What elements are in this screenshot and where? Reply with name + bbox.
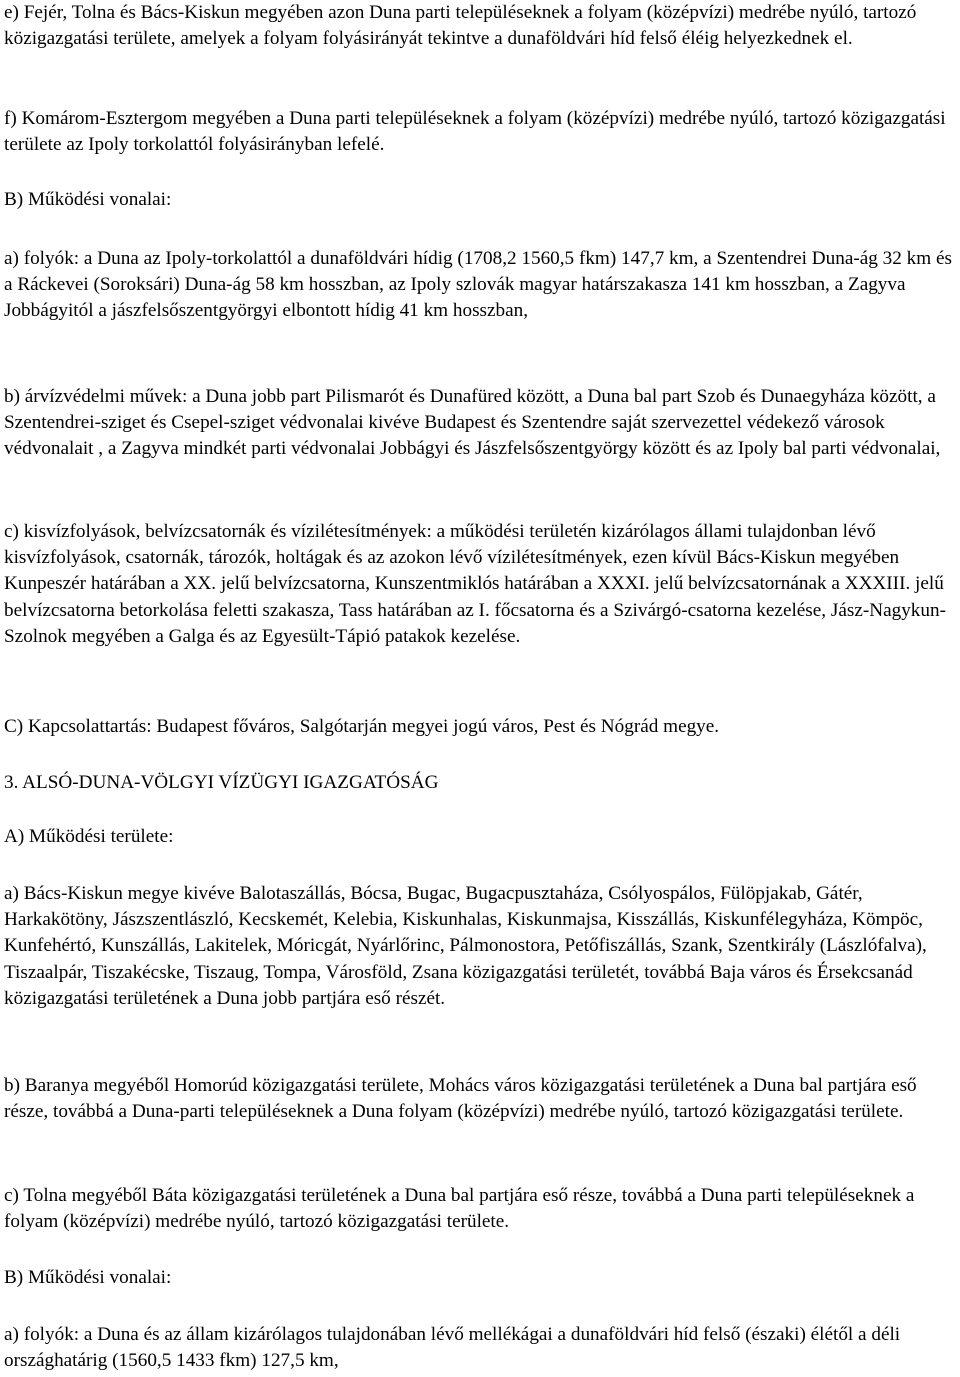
paragraph-f: f) Komárom-Esztergom megyében a Duna parti településeknek a folyam (középvízi) medrébe nyúló, tartozó közigazgatási területe az Ipoly torkolattól folyásirányban lefelé. — [4, 108, 946, 156]
section-title-also-duna: 3. ALSÓ-DUNA-VÖLGYI VÍZÜGYI IGAZGATÓSÁG — [4, 772, 439, 793]
paragraph-bacs-kiskun: a) Bács-Kiskun megye kivéve Balotaszállás, Bócsa, Bugac, Bugacpusztaháza, Csólyospálos, Fülöpjakab, Gátér, Harkakötöny, Jászszentlászló, Kecskemét, Kelebia, Kiskunhalas, Kiskunmajsa, Kisszállás, Kiskunfélegyháza, Kömpöc, Kunfehértó, Kunszállás, Lakitelek, Móricgát, Nyárlőrinc, Pálmonostora, Petőfiszállás, Szank, Szentkirály (Lászlófalva), Tiszaalpár, Tiszakécske, Tiszaug, Tompa, Városföld, Zsana közigazgatási területét, továbbá Baja város és Érsekcsanád közigazgatási területének a Duna jobb partjára eső részét. — [4, 883, 927, 1009]
paragraph-folyok-2: a) folyók: a Duna és az állam kizárólagos tulajdonában lévő mellékágai a dunaföldvári híd felső (északi) élétől a déli országhatárig (1560,5 1433 fkm) 127,5 km, — [4, 1324, 901, 1372]
paragraph-kapcsolattartas: C) Kapcsolattartás: Budapest főváros, Salgótarján megyei jogú város, Pest és Nógrád megye. — [4, 716, 720, 737]
section-heading-mukodesi-vonalai: B) Működési vonalai: — [4, 189, 172, 210]
paragraph-baranya: b) Baranya megyéből Homorúd közigazgatási területe, Mohács város közigazgatási területének a Duna bal partjára eső része, továbbá a Duna-parti településeknek a Duna folyam (középvízi) medrébe nyúló, tartozó közigazgatási területe. — [4, 1075, 917, 1123]
paragraph-kisvizfolyasok: c) kisvízfolyások, belvízcsatornák és vízilétesítmények: a működési területén kizárólagos állami tulajdonban lévő kisvízfolyások, csatornák, tározók, holtágak és az azokon lévő vízilétesítmények, ezen kívül Bács-Kiskun megyében Kunpeszér határában a XX. jelű belvízcsatorna, Kunszentmiklós határában a XXXI. jelű belvízcsatornának a XXXIII. jelű belvízcsatorna betorkolása feletti szakasza, Tass határában az I. főcsatorna és a Szivárgó-csatorna kezelése, Jász-Nagykun-Szolnok megyében a Galga és az Egyesült-Tápió patakok kezelése. — [4, 521, 946, 647]
paragraph-tolna: c) Tolna megyéből Báta közigazgatási területének a Duna bal partjára eső része, továbbá a Duna parti településeknek a folyam (középvízi) medrébe nyúló, tartozó közigazgatási területe. — [4, 1185, 915, 1233]
paragraph-folyok: a) folyók: a Duna az Ipoly-torkolattól a dunaföldvári hídig (1708,2 1560,5 fkm) 147,7 km, a Szentendrei Duna-ág 32 km és a Ráckevei (Soroksári) Duna-ág 58 km hosszban, az Ipoly szlovák magyar határszakasza 141 km hosszban, a Zagyva Jobbágyitól a jászfelsőszentgyörgyi elbontott hídig 41 km hosszban, — [4, 248, 952, 322]
paragraph-arvizvedelmi-muvek: b) árvízvédelmi művek: a Duna jobb part Pilismarót és Dunafüred között, a Duna bal part Szob és Dunaegyháza között, a Szentendrei-sziget és Csepel-sziget védvonalai kivéve Budapest és Szentendre saját szervezettel védekező városok védvonalait , a Zagyva mindkét parti védvonalai Jobbágyi és Jászfelsőszentgyörgy között és az Ipoly bal parti védvonalai, — [4, 386, 941, 460]
section-heading-mukodesi-terulete: A) Működési területe: — [4, 826, 174, 847]
paragraph-e: e) Fejér, Tolna és Bács-Kiskun megyében azon Duna parti településeknek a folyam (középvízi) medrébe nyúló, tartozó közigazgatási területe, amelyek a folyam folyásirányát tekintve a dunaföldvári híd felső éléig helyezkednek el. — [4, 2, 917, 50]
section-heading-mukodesi-vonalai-2: B) Működési vonalai: — [4, 1267, 172, 1288]
